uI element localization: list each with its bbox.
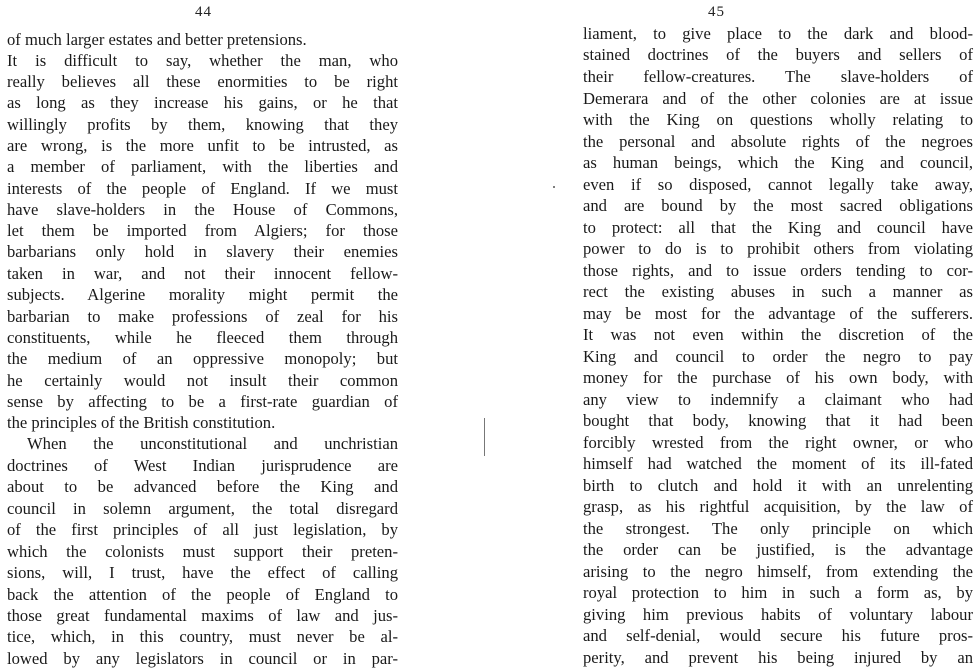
text-line: even if so disposed, cannot legally take away, xyxy=(583,175,973,194)
text-line: and self-denial, would secure his future pros- xyxy=(583,626,973,645)
right-page xyxy=(490,0,980,667)
text-line: really believes all these enormities to be right xyxy=(7,72,398,91)
text-line: It was not even within the discretion of the xyxy=(583,325,973,344)
text-line: and are bound by the most sacred obligations xyxy=(583,196,973,215)
text-line: power to do is to prohibit others from violating xyxy=(583,239,973,258)
text-line: of much larger estates and better pretensions. xyxy=(7,30,307,49)
text-line: interests of the people of England. If we must xyxy=(7,179,398,198)
text-line: let them be imported from Algiers; for those xyxy=(7,221,398,240)
text-line: sions, will, I trust, have the effect of calling xyxy=(7,563,398,582)
text-line: council in solemn argument, the total disregard xyxy=(7,499,398,518)
text-line: as long as they increase his gains, or he that xyxy=(7,93,398,112)
text-line: which the colonists must support their preten- xyxy=(7,542,398,561)
text-line: lowed by any legislators in council or in par- xyxy=(7,649,398,668)
text-line: constituents, while he fleeced them through xyxy=(7,328,398,347)
text-line: may be most for the advantage of the sufferers. xyxy=(583,304,973,323)
text-line: royal protection to him in such a form as, by xyxy=(583,583,973,602)
text-line: grasp, as his rightful acquisition, by the law of xyxy=(583,497,973,516)
text-line: barbarian to make professions of zeal for his xyxy=(7,307,398,326)
text-line: the medium of an oppressive monopoly; but xyxy=(7,349,398,368)
text-line: King and council to order the negro to pay xyxy=(583,347,973,366)
text-line: he certainly would not insult their common xyxy=(7,371,398,390)
text-line: any view to indemnify a claimant who had xyxy=(583,390,973,409)
text-line: are wrong, is the more unfit to be intrusted, as xyxy=(7,136,398,155)
text-line: doctrines of West Indian jurisprudence are xyxy=(7,456,398,475)
text-line: stained doctrines of the buyers and sellers of xyxy=(583,45,973,64)
text-line: subjects. Algerine morality might permit the xyxy=(7,285,398,304)
text-line: back the attention of the people of England to xyxy=(7,585,398,604)
text-line: their fellow-creatures. The slave-holders of xyxy=(583,67,973,86)
text-line: the strongest. The only principle on which xyxy=(583,519,973,538)
text-line: those great fundamental maxims of law and jus- xyxy=(7,606,398,625)
text-line: have slave-holders in the House of Commons, xyxy=(7,200,398,219)
text-line: himself had watched the moment of its ill-fated xyxy=(583,454,973,473)
text-line: as human beings, which the King and council, xyxy=(583,153,973,172)
text-line: It is difficult to say, whether the man, who xyxy=(7,51,398,70)
text-line: tice, which, in this country, must never be al- xyxy=(7,627,398,646)
text-line: about to be advanced before the King and xyxy=(7,477,398,496)
text-line: barbarians only hold in slavery their enemies xyxy=(7,242,398,261)
text-line: with the King on questions wholly relating to xyxy=(583,110,973,129)
text-line: to protect: all that the King and council have xyxy=(583,218,973,237)
left-page xyxy=(0,0,490,668)
text-line: Demerara and of the other colonies are at issue xyxy=(583,89,973,108)
text-line: sense by affecting to be a first-rate guardian of xyxy=(7,392,398,411)
text-line: birth to clutch and hold it with an unrelenting xyxy=(583,476,973,495)
text-line: liament, to give place to the dark and blood- xyxy=(583,24,973,43)
text-line: the principles of the British constitution. xyxy=(7,413,276,432)
text-line: rect the existing abuses in such a manner as xyxy=(583,282,973,301)
text-line: those rights, and to issue orders tending to cor- xyxy=(583,261,973,280)
text-line: arising to the negro himself, from extending the xyxy=(583,562,973,581)
gutter-mark xyxy=(484,418,485,456)
text-line: giving him previous habits of voluntary labour xyxy=(583,605,973,624)
page-number-left: 44 xyxy=(195,4,212,20)
text-line: bought that body, knowing that it had been xyxy=(583,411,973,430)
text-line: the order can be justified, is the advantage xyxy=(583,540,973,559)
text-line: willingly profits by them, knowing that they xyxy=(7,115,398,134)
text-line: perity, and prevent his being injured by an xyxy=(583,648,973,667)
text-line: the personal and absolute rights of the negroes xyxy=(583,132,973,151)
text-line: of the first principles of all just legislation, by xyxy=(7,520,398,539)
text-line: money for the purchase of his own body, with xyxy=(583,368,973,387)
text-line: a member of parliament, with the liberties and xyxy=(7,157,398,176)
text-line: forcibly wrested from the right owner, or who xyxy=(583,433,973,452)
page-number-right: 45 xyxy=(708,4,725,20)
text-line: taken in war, and not their innocent fellow- xyxy=(7,264,398,283)
text-line: When the unconstitutional and unchristian xyxy=(27,434,398,453)
